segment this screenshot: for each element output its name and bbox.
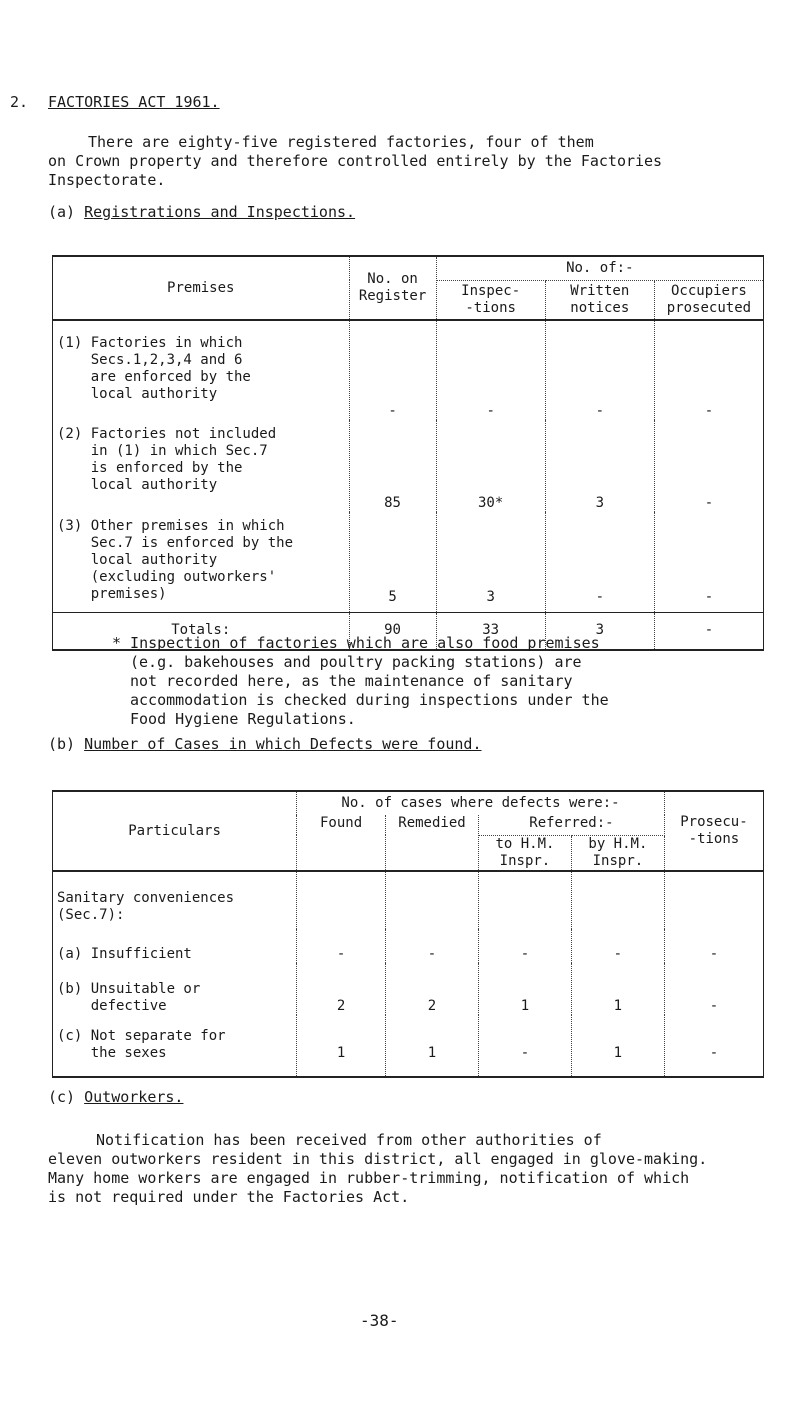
row-remedied: 2 bbox=[386, 963, 479, 1015]
row-written: 3 bbox=[545, 420, 654, 512]
part-a-label: (a) bbox=[48, 203, 76, 221]
row-register: 5 bbox=[349, 512, 436, 612]
header-by-hm: by H.M. Inspr. bbox=[571, 835, 664, 871]
row-written: - bbox=[545, 320, 654, 420]
part-b-label: (b) bbox=[48, 735, 76, 753]
section-number: 2. bbox=[10, 93, 29, 111]
table-row bbox=[53, 963, 764, 1015]
header-prosecutions: Prosecu- -tions bbox=[664, 791, 763, 871]
row-found: 2 bbox=[297, 963, 386, 1015]
part-b-title: Number of Cases in which Defects were found. bbox=[84, 735, 482, 753]
row-found: - bbox=[297, 929, 386, 963]
header-referred: Referred:- bbox=[478, 815, 664, 835]
row-prosecutions: - bbox=[664, 1015, 763, 1077]
table-row bbox=[53, 871, 764, 929]
header-premises: Premises bbox=[53, 256, 350, 320]
totals-inspections: 33 bbox=[436, 612, 545, 650]
part-a-title: Registrations and Inspections. bbox=[84, 203, 356, 221]
intro-paragraph: There are eighty-five registered factories, four of them on Crown property and therefore controlled entirely by the Factories Inspectorate. bbox=[48, 133, 663, 189]
part-c-title: Outworkers. bbox=[84, 1088, 184, 1106]
row-register: 85 bbox=[349, 420, 436, 512]
row-inspections: - bbox=[436, 320, 545, 420]
header-remedied: Remedied bbox=[386, 815, 479, 871]
table-row bbox=[53, 512, 764, 612]
row-prosecutions: - bbox=[664, 963, 763, 1015]
table-row bbox=[53, 929, 764, 963]
header-written: Written notices bbox=[545, 280, 654, 320]
row-premises: (2) Factories not included in (1) in which Sec.7 is enforced by the local authority bbox=[53, 420, 350, 512]
row-occupiers: - bbox=[654, 420, 763, 512]
header-particulars: Particulars bbox=[53, 791, 297, 871]
row-label: (c) Not separate for the sexes bbox=[53, 1015, 297, 1077]
row-label: (a) Insufficient bbox=[53, 929, 297, 963]
table-row bbox=[53, 420, 764, 512]
table-row bbox=[53, 1015, 764, 1077]
header-register: No. on Register bbox=[349, 256, 436, 320]
row-remedied: 1 bbox=[386, 1015, 479, 1077]
header-found: Found bbox=[297, 815, 386, 871]
row-to-hm: 1 bbox=[478, 963, 571, 1015]
registrations-table bbox=[52, 255, 764, 651]
part-c-heading bbox=[48, 1088, 183, 1107]
totals-register: 90 bbox=[349, 612, 436, 650]
page-number: -38- bbox=[360, 1311, 399, 1330]
row-label: (b) Unsuitable or defective bbox=[53, 963, 297, 1015]
row-to-hm: - bbox=[478, 929, 571, 963]
footnote: * Inspection of factories which are also food premises (e.g. bakehouses and poultry packing stations) are not recorded here, as the maintenance of sanitary accommodation is checked during inspections under the Food Hygiene Regulations. bbox=[112, 634, 609, 728]
outworkers-paragraph: Notification has been received from other authorities of eleven outworkers resident in this district, all engaged in glove-making. Many home workers are engaged in rubber-trimming, notification of which is not required under the Factories Act. bbox=[48, 1131, 708, 1206]
part-b-heading bbox=[48, 735, 481, 754]
section-title: FACTORIES ACT 1961. bbox=[48, 93, 220, 111]
totals-written: 3 bbox=[545, 612, 654, 650]
row-by-hm: - bbox=[571, 929, 664, 963]
row-inspections: 3 bbox=[436, 512, 545, 612]
row-by-hm: 1 bbox=[571, 1015, 664, 1077]
row-occupiers: - bbox=[654, 320, 763, 420]
row-prosecutions: - bbox=[664, 929, 763, 963]
header-to-hm: to H.M. Inspr. bbox=[478, 835, 571, 871]
row-inspections: 30* bbox=[436, 420, 545, 512]
header-occupiers: Occupiers prosecuted bbox=[654, 280, 763, 320]
row-premises: (3) Other premises in which Sec.7 is enforced by the local authority (excluding outworkers' premises) bbox=[53, 512, 350, 612]
part-c-label: (c) bbox=[48, 1088, 76, 1106]
row-written: - bbox=[545, 512, 654, 612]
row-premises: (1) Factories in which Secs.1,2,3,4 and 6 are enforced by the local authority bbox=[53, 320, 350, 420]
intro-row-label: Sanitary conveniences (Sec.7): bbox=[53, 871, 297, 929]
row-register: - bbox=[349, 320, 436, 420]
row-found: 1 bbox=[297, 1015, 386, 1077]
table-row bbox=[53, 320, 764, 420]
header-group: No. of cases where defects were:- bbox=[297, 791, 665, 815]
totals-occupiers: - bbox=[654, 612, 763, 650]
row-by-hm: 1 bbox=[571, 963, 664, 1015]
row-remedied: - bbox=[386, 929, 479, 963]
totals-label: Totals: bbox=[53, 612, 350, 650]
row-to-hm: - bbox=[478, 1015, 571, 1077]
part-a-heading bbox=[48, 203, 355, 222]
defects-table bbox=[52, 790, 764, 1078]
row-occupiers: - bbox=[654, 512, 763, 612]
header-no-of: No. of:- bbox=[436, 256, 763, 280]
header-inspections: Inspec- -tions bbox=[436, 280, 545, 320]
